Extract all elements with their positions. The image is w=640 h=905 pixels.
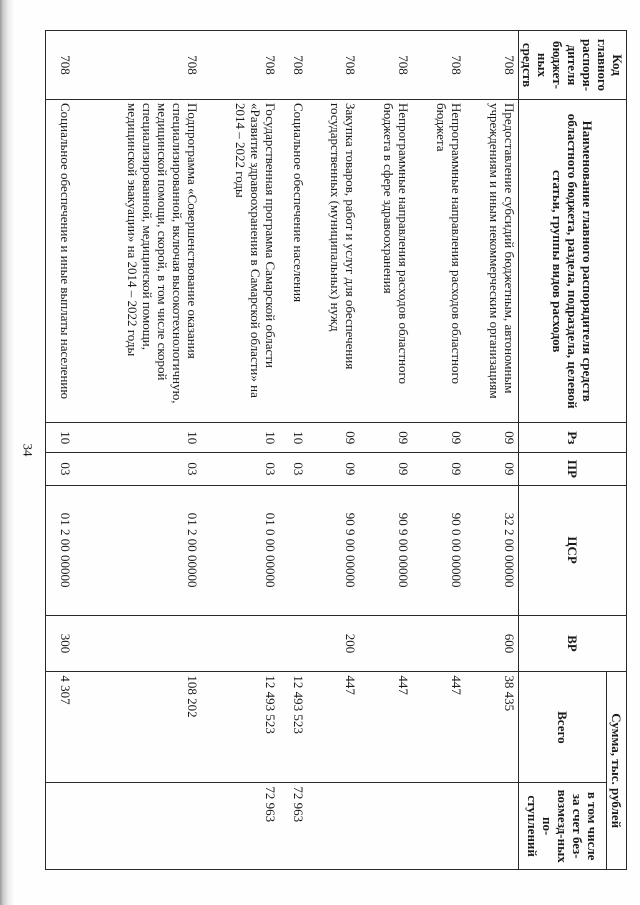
row-name: Государственная программа Самарской области «Развитие здравоохранения в Самарской области» на 2014 – 2022 годы bbox=[232, 103, 278, 398]
row-total: 12 493 523 bbox=[262, 675, 278, 734]
row-vr-cell bbox=[201, 615, 278, 672]
table-row bbox=[201, 31, 278, 870]
row-code-cell bbox=[412, 31, 465, 100]
row-csr-cell bbox=[201, 485, 278, 615]
row-code: 708 bbox=[262, 55, 278, 75]
row-code: 708 bbox=[343, 55, 359, 75]
row-rz-cell bbox=[201, 423, 278, 453]
row-name: Социальное обеспечение и иные выплаты населению bbox=[58, 103, 74, 400]
row-csr-cell bbox=[279, 485, 307, 615]
row-name-cell bbox=[46, 100, 75, 423]
row-code-cell bbox=[307, 31, 360, 100]
row-pr-cell bbox=[46, 453, 75, 485]
row-csr-cell bbox=[359, 485, 412, 615]
row-pr-cell bbox=[74, 453, 201, 485]
row-pr-cell bbox=[279, 453, 307, 485]
row-pr: 09 bbox=[343, 462, 359, 476]
row-total-cell bbox=[412, 672, 465, 783]
row-csr-cell bbox=[412, 485, 465, 615]
row-total: 108 202 bbox=[185, 675, 201, 718]
row-free-receipts-cell bbox=[74, 783, 201, 870]
row-code: 708 bbox=[502, 55, 517, 75]
row-total-cell bbox=[465, 672, 519, 783]
row-total-cell bbox=[307, 672, 360, 783]
row-name: Закупка товаров, работ и услуг для обеспечения государственных (муниципальных) нужд bbox=[328, 103, 359, 370]
row-rz: 10 bbox=[185, 431, 201, 445]
row-vr-cell bbox=[279, 615, 307, 672]
row-name-cell bbox=[279, 100, 307, 423]
header-row bbox=[606, 31, 626, 870]
row-pr-cell bbox=[201, 453, 278, 485]
table-row bbox=[465, 31, 519, 870]
row-csr-cell bbox=[46, 485, 75, 615]
row-code-cell bbox=[359, 31, 412, 100]
header-code: Код главного распоря-дителя бюджет-ных средств bbox=[519, 31, 627, 100]
row-free-receipts-cell bbox=[46, 783, 75, 870]
row-vr-cell bbox=[465, 615, 519, 672]
row-pr: 09 bbox=[396, 462, 412, 476]
row-csr: 90 9 00 00000 bbox=[343, 512, 359, 588]
scan-shadow-edge bbox=[0, 0, 14, 905]
header-total: Всего bbox=[519, 672, 607, 783]
row-csr-cell bbox=[74, 485, 201, 615]
row-free-receipts-cell bbox=[201, 783, 278, 870]
row-vr-cell bbox=[412, 615, 465, 672]
row-pr: 03 bbox=[262, 462, 278, 476]
row-pr-cell bbox=[307, 453, 360, 485]
row-total: 447 bbox=[396, 675, 412, 695]
row-code: 708 bbox=[58, 55, 74, 75]
row-rz-cell bbox=[74, 423, 201, 453]
table-body bbox=[46, 31, 519, 870]
row-total-cell bbox=[201, 672, 278, 783]
row-pr-cell bbox=[465, 453, 519, 485]
row-rz-cell bbox=[279, 423, 307, 453]
row-csr-cell bbox=[465, 485, 519, 615]
row-pr: 03 bbox=[290, 462, 306, 476]
row-rz-cell bbox=[465, 423, 519, 453]
header-rz: Рз bbox=[519, 423, 627, 453]
row-csr: 32 2 00 00000 bbox=[502, 512, 517, 588]
row-free-receipts-cell bbox=[279, 783, 307, 870]
budget-table bbox=[45, 30, 627, 870]
row-name: Социальное обеспечение населения bbox=[290, 103, 306, 303]
table-row bbox=[46, 31, 75, 870]
row-name-cell bbox=[201, 100, 278, 423]
row-free-receipts-cell bbox=[359, 783, 412, 870]
row-free-receipts-cell bbox=[465, 783, 519, 870]
page-number: 34 bbox=[20, 443, 36, 457]
row-vr-cell bbox=[74, 615, 201, 672]
row-vr-cell bbox=[359, 615, 412, 672]
row-rz: 09 bbox=[396, 431, 412, 445]
row-name: Непрограммные направления расходов областного бюджета в сфере здравоохранения bbox=[381, 103, 412, 384]
header-pr: ПР bbox=[519, 453, 627, 485]
row-vr-cell bbox=[307, 615, 360, 672]
row-rz: 09 bbox=[343, 431, 359, 445]
row-code: 708 bbox=[185, 55, 201, 75]
row-csr-cell bbox=[307, 485, 360, 615]
row-total: 447 bbox=[343, 675, 359, 695]
row-rz: 09 bbox=[448, 431, 464, 445]
row-csr: 01 0 00 00000 bbox=[262, 512, 278, 588]
row-name-cell bbox=[412, 100, 465, 423]
row-pr: 09 bbox=[448, 462, 464, 476]
header-free-receipts: в том числе за счет без-возмезд-ных по-ступлений bbox=[519, 783, 607, 870]
header-vr: ВР bbox=[519, 615, 627, 672]
row-free-receipts: 72 963 bbox=[262, 786, 278, 823]
row-code: 708 bbox=[290, 55, 306, 75]
header-name: Наименование главного распорядителя средств областного бюджета, раздела, подраздела, целевой статьи, группы видов расходов bbox=[519, 100, 627, 423]
row-csr: 01 2 00 00000 bbox=[58, 512, 74, 588]
row-pr: 03 bbox=[185, 462, 201, 476]
row-pr: 03 bbox=[58, 462, 74, 476]
row-name-cell bbox=[359, 100, 412, 423]
row-rz-cell bbox=[46, 423, 75, 453]
row-total-cell bbox=[46, 672, 75, 783]
row-pr-cell bbox=[359, 453, 412, 485]
row-vr: 200 bbox=[343, 633, 359, 654]
header-csr: ЦСР bbox=[519, 485, 627, 615]
row-pr-cell bbox=[412, 453, 465, 485]
row-free-receipts-cell bbox=[412, 783, 465, 870]
table-row bbox=[307, 31, 360, 870]
row-name: Подпрограмма «Совершенствование оказания специализированной, включая высокотехнологичную, медицинской помощи, скорой, в том числе скорой специализированной, медицинской помощи, медицинской эвакуации» на 2014 – 2022 годы bbox=[125, 103, 201, 404]
row-name: Непрограммные направления расходов областного бюджета bbox=[433, 103, 464, 384]
row-total: 38 435 bbox=[502, 675, 517, 712]
row-rz: 10 bbox=[58, 431, 74, 445]
row-name-cell bbox=[307, 100, 360, 423]
row-total: 447 bbox=[448, 675, 464, 695]
row-vr: 300 bbox=[58, 633, 74, 654]
header-sum-group: Сумма, тыс. рублей bbox=[606, 672, 626, 870]
row-code-cell bbox=[201, 31, 278, 100]
row-csr: 01 2 00 00000 bbox=[185, 512, 201, 588]
row-total: 4 307 bbox=[58, 675, 74, 705]
table-row bbox=[74, 31, 201, 870]
row-rz-cell bbox=[412, 423, 465, 453]
table-row bbox=[412, 31, 465, 870]
row-total: 12 493 523 bbox=[290, 675, 306, 734]
row-total-cell bbox=[359, 672, 412, 783]
row-total-cell bbox=[74, 672, 201, 783]
row-csr: 90 0 00 00000 bbox=[448, 512, 464, 588]
row-name-cell bbox=[465, 100, 519, 423]
row-vr: 600 bbox=[502, 633, 517, 654]
table-row bbox=[359, 31, 412, 870]
row-rz: 10 bbox=[262, 431, 278, 445]
row-name-cell bbox=[74, 100, 201, 423]
row-csr: 90 9 00 00000 bbox=[396, 512, 412, 588]
row-free-receipts-cell bbox=[307, 783, 360, 870]
row-code-cell bbox=[279, 31, 307, 100]
row-pr: 09 bbox=[502, 462, 517, 476]
row-total-cell bbox=[279, 672, 307, 783]
row-name: Предоставление субсидий бюджетным, автономным учреждениям и иным некоммерческим организациям bbox=[487, 103, 517, 399]
table-row bbox=[279, 31, 307, 870]
row-code-cell bbox=[74, 31, 201, 100]
row-code-cell bbox=[46, 31, 75, 100]
row-rz-cell bbox=[359, 423, 412, 453]
row-code: 708 bbox=[448, 55, 464, 75]
row-free-receipts: 72 963 bbox=[290, 786, 306, 823]
row-code: 708 bbox=[396, 55, 412, 75]
row-code-cell bbox=[465, 31, 519, 100]
row-rz: 09 bbox=[502, 431, 517, 445]
row-rz-cell bbox=[307, 423, 360, 453]
row-vr-cell bbox=[46, 615, 75, 672]
row-rz: 10 bbox=[290, 431, 306, 445]
